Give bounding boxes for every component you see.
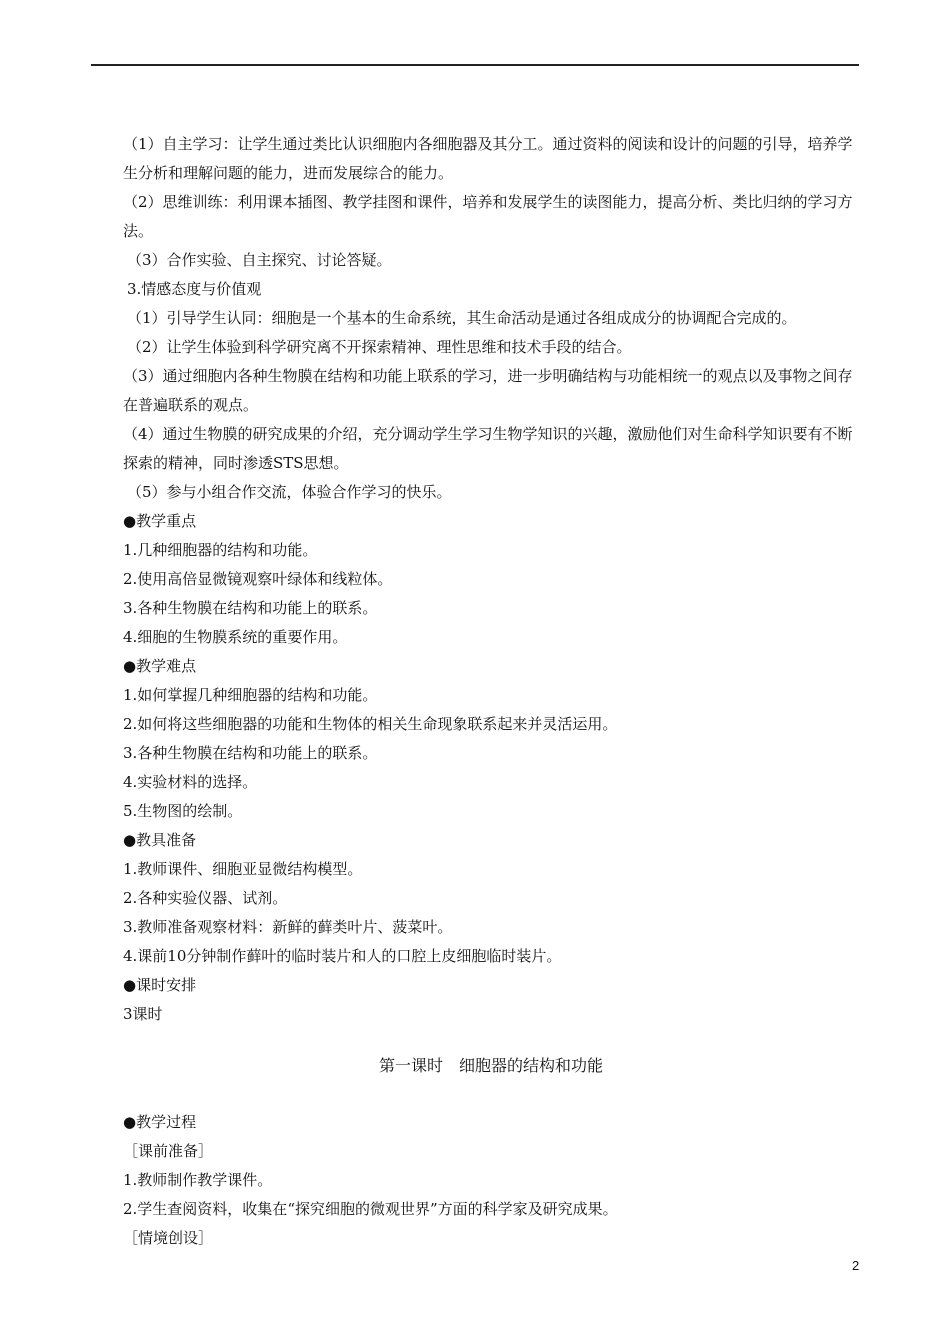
document-body [91,130,859,1029]
list-item: 1.几种细胞器的结构和功能。 [123,541,318,559]
paragraph-attitude-2: （2）让学生体验到科学研究离不开探索精神、理性思维和技术手段的结合。 [127,338,632,356]
paragraph-self-study: （1）自主学习：让学生通过类比认识细胞内各细胞器及其分工。通过资料的阅读和设计的问题的引导，培养学生分析和理解问题的能力，进而发展综合的能力。 [123,135,853,182]
list-item: 4.课前10分钟制作藓叶的临时装片和人的口腔上皮细胞临时装片。 [123,947,562,965]
paragraph-cooperation: （3）合作实验、自主探究、讨论答疑。 [127,251,392,269]
section-title: 第一课时 细胞器的结构和功能 [378,1056,603,1075]
list-item: 1.如何掌握几种细胞器的结构和功能。 [123,686,378,704]
paragraph-attitude-1: （1）引导学生认同：细胞是一个基本的生命系统，其生命活动是通过各组成成分的协调配合完成的。 [127,309,797,327]
list-item: 2.使用高倍显微镜观察叶绿体和线粒体。 [123,570,393,588]
list-item: 1.教师制作教学课件。 [123,1171,273,1189]
paragraph-attitude-5: （5）参与小组合作交流，体验合作学习的快乐。 [127,483,452,501]
schedule-value: 3课时 [123,1005,163,1023]
list-item: 4.细胞的生物膜系统的重要作用。 [123,628,348,646]
heading-teaching-process: ●教学过程 [123,1113,197,1131]
heading-attitude-values: 3.情感态度与价值观 [127,280,262,298]
heading-teaching-aids: ●教具准备 [123,831,197,849]
list-item: 5.生物图的绘制。 [123,802,243,820]
subheading-scenario: ［情境创设］ [123,1229,214,1247]
list-item: 2.学生查阅资料，收集在“探究细胞的微观世界”方面的科学家及研究成果。 [123,1200,618,1218]
list-item: 4.实验材料的选择。 [123,773,258,791]
list-item: 2.如何将这些细胞器的功能和生物体的相关生命现象联系起来并灵活运用。 [123,715,618,733]
subheading-preparation: ［课前准备］ [123,1142,214,1160]
list-item: 2.各种实验仪器、试剂。 [123,889,288,907]
document-body-continued [91,1108,859,1253]
list-item: 3.各种生物膜在结构和功能上的联系。 [123,599,378,617]
paragraph-thinking-training: （2）思维训练：利用课本插图、教学挂图和课件，培养和发展学生的读图能力，提高分析、类比归纳的学习方法。 [123,193,853,240]
paragraph-attitude-4: （4）通过生物膜的研究成果的介绍，充分调动学生学习生物学知识的兴趣，激励他们对生命科学知识要有不断探索的精神，同时渗透STS思想。 [123,425,853,472]
list-item: 1.教师课件、细胞亚显微结构模型。 [123,860,363,878]
paragraph-attitude-3: （3）通过细胞内各种生物膜在结构和功能上联系的学习，进一步明确结构与功能相统一的观点以及事物之间存在普遍联系的观点。 [123,367,853,414]
heading-key-points: ●教学重点 [123,512,197,530]
header-rule [91,64,859,66]
page-number: 2 [852,1258,860,1273]
heading-schedule: ●课时安排 [123,976,197,994]
heading-difficulties: ●教学难点 [123,657,197,675]
list-item: 3.各种生物膜在结构和功能上的联系。 [123,744,378,762]
list-item: 3.教师准备观察材料：新鲜的藓类叶片、菠菜叶。 [123,918,453,936]
